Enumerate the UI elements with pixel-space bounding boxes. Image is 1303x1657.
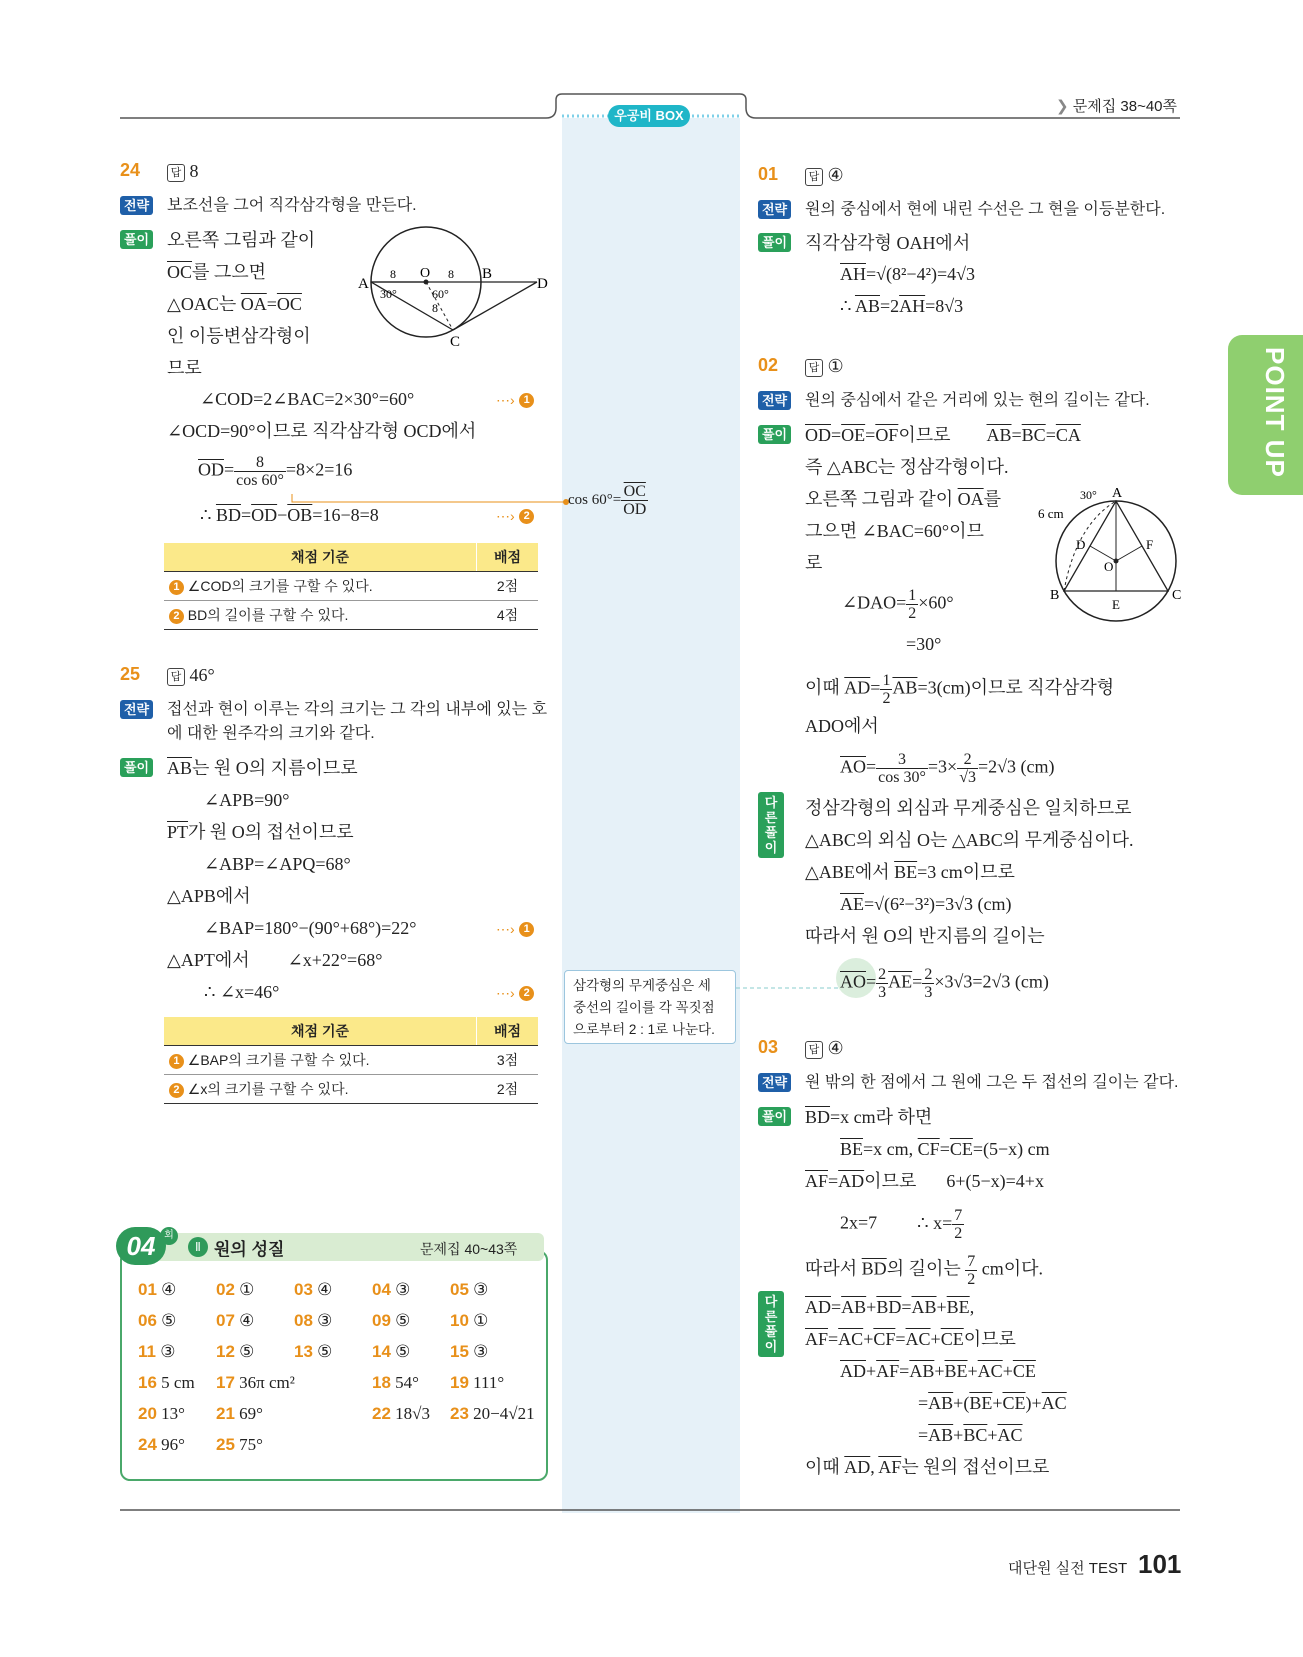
q01-line1: 직각삼각형 OAH에서 [805,233,971,253]
answer-item: 04 ③ [372,1280,411,1299]
q01-line3: ∴ $\overline{AB}=2\overline{AH}=8√3$ [840,296,964,316]
fig02-angle: 30° [1080,488,1097,502]
answer-item: 06 ⑤ [138,1311,177,1330]
answer-item: 24 96° [138,1435,185,1454]
score-row: 1 ∠BAP의 크기를 구할 수 있다. [164,1046,477,1075]
fig24-label-B: B [482,266,493,282]
q01-strategy: 원의 중심에서 현에 내린 수선은 그 현을 이등분한다. [805,201,1166,218]
q24-answer: 답 8 [167,159,199,183]
answer-item: 22 18√3 [372,1404,431,1423]
answer-item: 17 36π cm² [216,1373,295,1392]
q25-line6: ∠BAP=180°−(90°+68°)=22° [204,918,417,938]
answer-item: 09 ⑤ [372,1311,411,1330]
q25-number: 25 [120,664,141,684]
score-row: 2 BD의 길이를 구할 수 있다. [164,601,477,630]
q03-alt2: $\overline{AF}=\overline{AC}+\overline{CF}=\overline{AC}+\overline{CE}$이므로 [805,1329,1016,1349]
score-row: 1 ∠COD의 크기를 구할 수 있다. [164,572,477,601]
q25-step1: ⋯› 1 [496,916,534,941]
answer-item: 16 5 cm [138,1373,195,1392]
q25-line5: △APB에서 [167,886,251,906]
q02-alt1: 정삼각형의 외심과 무게중심은 일치하므로 [805,798,1132,818]
alt-solution-tag: 다른 풀이 [758,792,784,858]
q02-line5: 로 [805,553,823,573]
solution-tag: 풀이 [758,1107,791,1126]
answer-icon: 답 [167,668,185,686]
q02-number: 02 [758,355,779,375]
answer-grid [138,1280,538,1470]
answer-box-badge-sup: 회 [160,1227,178,1245]
answer-item: 13 ⑤ [294,1342,333,1361]
header-ref-text: 문제집 38~40쪽 [1072,98,1178,115]
score-header-criteria: 채점 기준 [164,1017,477,1046]
alt-solution-tag: 다른 풀이 [758,1291,784,1357]
fig02-length: 6 cm [1038,506,1064,521]
answer-box-ref: 문제집 40~43쪽 [420,1241,518,1257]
solution-tag: 풀이 [120,230,153,249]
q02-line4: 그으면 ∠BAC=60°이므 [805,521,984,541]
q24-line4: 인 이등변삼각형이 [167,326,311,346]
answer-item: 18 54° [372,1373,419,1392]
q02-line1: $\overline{OD}=\overline{OE}=\overline{OF}$이므로 $\overline{AB}=\overline{BC}=\overline{CA}$ [805,425,1081,445]
q24-figure [352,226,552,356]
answer-item: 20 13° [138,1404,185,1423]
q03-line3: $\overline{AF}=\overline{AD}$이므로 6+(5−x)=4+x [805,1171,1044,1191]
fig02-label-O: O [1104,559,1114,574]
fig24-label-O: O [420,266,431,281]
answer-item: 02 ① [216,1280,255,1299]
q03-line4: 2x=7 ∴ x= $\frac{7}{2}$ [840,1207,963,1242]
q03-alt6: 이때 $\overline{AD}$, $\overline{AF}$는 원의 접선이므로 [805,1457,1050,1477]
score-header-criteria: 채점 기준 [164,543,477,572]
answer-item: 08 ③ [294,1311,333,1330]
answer-icon: 답 [805,1041,823,1059]
q24-line3: △OAC는 $\overline{OA}=\overline{OC}$ [167,294,302,314]
q02-alt2: △ABC의 외심 O는 △ABC의 무게중심이다. [805,830,1134,850]
q02-alt4: $\overline{AE}=√(6^2-3^2)=3√3$ (cm) [840,894,1012,914]
score-header-points: 배점 [477,1017,539,1046]
q24-number: 24 [120,160,141,180]
q03-alt5: $=\overline{AB}+\overline{BC}+\overline{AC}$ [918,1425,1023,1445]
q02-line7: =30° [906,634,942,654]
q01-answer: 답 ④ [805,163,844,187]
q02-line8: 이때 $\overline{AD}=$ $\frac{1}{2}$ $\overline{AB}=3(cm)$이므로 직각삼각형 [805,672,1115,707]
strategy-tag: 전략 [120,700,153,719]
fig24-edge-8c: 8 [432,301,438,315]
q02-figure [1036,485,1196,625]
side-tab [1228,335,1303,495]
answer-icon: 답 [805,359,823,377]
q25-score-table: 채점 기준 배점 1 ∠BAP의 크기를 구할 수 있다. 3점 2 ∠x의 크기를 구할 수 있다. 2점 [164,1017,538,1104]
fig02-label-C: C [1172,588,1182,603]
q01-line2: $\overline{AH}=√(8^2-4^2)=4√3$ [840,264,975,284]
fig24-label-A: A [358,276,369,292]
q03-answer: 답 ④ [805,1036,844,1060]
q25-line4: ∠ABP=∠APQ=68° [204,854,351,874]
q24-line7: ∠OCD=90°이므로 직각삼각형 OCD에서 [167,421,477,441]
q24-line8: $\overline{OD}=$ $\frac{8}{\cos 60^\circ}$ =8×2=16 [198,454,353,489]
fig02-label-D: D [1076,537,1086,552]
strategy-tag: 전략 [758,200,791,219]
answer-item: 25 75° [216,1435,263,1454]
q24-line5: 므로 [167,358,202,378]
q02-strategy: 원의 중심에서 같은 거리에 있는 현의 길이는 같다. [805,392,1150,409]
solution-tag: 풀이 [120,758,153,777]
q02-line2: 즉 △ABC는 정삼각형이다. [805,457,1009,477]
q25-step2: ⋯› 2 [496,980,534,1005]
note2-connector [736,976,846,1000]
answer-item: 15 ③ [450,1342,489,1361]
box-label: 우공비 BOX [608,105,690,127]
fig24-angle-60: 60° [432,287,449,301]
q03-alt4: $=\overline{AB}+(\overline{BE}+\overline{CE})+\overline{AC}$ [918,1393,1067,1413]
score-header-points: 배점 [477,543,539,572]
q25-line1: $\overline{AB}$는 원 O의 지름이므로 [167,758,358,778]
q03-alt1: $\overline{AD}=\overline{AB}+\overline{BD}=\overline{AB}+\overline{BE}$, [805,1297,975,1317]
q02-answer: 답 ① [805,354,844,378]
q02-line10: $\overline{AO}=$ $\frac{3}{\cos 30^\circ}$ =3× $\frac{2}{√3}$ =2√3 (cm) [840,751,1055,786]
chevron-right-icon: ❯ [1056,98,1069,115]
fig24-label-D: D [537,276,548,292]
q01-number: 01 [758,164,779,184]
fig02-label-B: B [1050,588,1060,603]
side-tab-label: POINT UP [1260,347,1290,478]
answer-item: 10 ① [450,1311,489,1330]
q02-line9: ADO에서 [805,716,879,736]
q24-score-table: 채점 기준 배점 1 ∠COD의 크기를 구할 수 있다. 2점 2 BD의 길이를 구할 수 있다. 4점 [164,543,538,630]
fig24-edge-8b: 8 [448,267,454,281]
answer-box-badge: 04 [116,1227,166,1265]
answer-icon: 답 [805,168,823,186]
fig24-label-C: C [450,334,461,350]
q24-step1: ⋯› 1 [496,387,534,412]
q24-step2: ⋯› 2 [496,503,534,528]
solution-tag: 풀이 [758,425,791,444]
fig24-angle-30: 30° [380,287,397,301]
strategy-tag: 전략 [758,1073,791,1092]
q25-strategy-1: 접선과 현이 이루는 각의 크기는 그 각의 내부에 있는 호 [167,701,548,718]
q25-line7: △APT에서 ∠x+22°=68° [167,950,383,970]
answer-box-title: 원의 성질 [214,1240,285,1259]
answer-item: 14 ⑤ [372,1342,411,1361]
q02-alt6: $\overline{AO}=$ $\frac{2}{3}$ $\overline{AE}=$ $\frac{2}{3}$ ×3√3=2√3 (cm) [840,966,1049,1001]
note1-connector [290,492,572,512]
score-row: 2 ∠x의 크기를 구할 수 있다. [164,1075,477,1104]
q02-line6: ∠DAO= $\frac{1}{2}$ ×60° [842,587,954,622]
q03-line5: 따라서 $\overline{BD}$의 길이는 $\frac{7}{2}$ cm이다. [805,1253,1044,1288]
q25-line2: ∠APB=90° [204,790,290,810]
q03-line1: $\overline{BD}=x$ cm라 하면 [805,1107,933,1127]
answer-item: 21 69° [216,1404,263,1423]
strategy-tag: 전략 [120,196,153,215]
q03-number: 03 [758,1037,779,1057]
fig02-label-E: E [1112,597,1120,612]
answer-item: 11 ③ [138,1342,176,1361]
q03-line2: $\overline{BE}=x$ cm, $\overline{CF}=\overline{CE}=(5-x)$ cm [840,1139,1050,1159]
answer-item: 12 ⑤ [216,1342,255,1361]
q02-alt3: △ABE에서 $\overline{BE}=3$ cm이므로 [805,862,1015,882]
q24-line2: $\overline{OC}$를 그으면 [167,262,267,282]
q25-line3: $\overline{PT}$가 원 O의 접선이므로 [167,822,354,842]
q24-line1: 오른쪽 그림과 같이 [167,230,316,250]
answer-item: 07 ④ [216,1311,255,1330]
q24-line6: ∠COD=2∠BAC=2×30°=60° [200,389,415,409]
page-number: 101 [1138,1549,1182,1579]
strategy-tag: 전략 [758,391,791,410]
footer-rule [0,1505,1303,1515]
header-ref [1056,95,1177,116]
q24-strategy: 보조선을 그어 직각삼각형을 만든다. [167,197,417,214]
center-note-column [562,118,740,1513]
q25-line8: ∴ ∠x=46° [204,982,280,1002]
q03-strategy: 원 밖의 한 점에서 그 원에 그은 두 접선의 길이는 같다. [805,1074,1179,1091]
answer-item: 23 20−4√21 [450,1404,535,1423]
solution-tag: 풀이 [758,233,791,252]
q02-alt5: 따라서 원 O의 반지름의 길이는 [805,926,1045,946]
fig02-label-F: F [1146,537,1154,552]
footer-title: 대단원 실전 TEST [1008,1560,1128,1577]
q03-alt3: $\overline{AD}+\overline{AF}=\overline{AB}+\overline{BE}+\overline{AC}+\overline{CE}$ [840,1361,1036,1381]
note2: 삼각형의 무게중심은 세 중선의 길이를 각 꼭짓점 으로부터 2 : 1로 나눈다. [564,970,736,1044]
answer-item: 01 ④ [138,1280,177,1299]
fig24-edge-8a: 8 [390,267,396,281]
fig02-label-A: A [1112,486,1123,501]
q25-strategy-2: 에 대한 원주각의 크기와 같다. [167,725,375,742]
q24-line9: ∴ $\overline{BD}=\overline{OD}-\overline{OB}=16-8=8$ [200,505,379,525]
answer-item: 05 ③ [450,1280,489,1299]
answer-box-roman: Ⅱ [188,1237,208,1257]
note1: cos 60°= $\frac{\overline{OC}}{OD}$ [568,483,647,518]
answer-item: 03 ④ [294,1280,333,1299]
answer-item: 19 111° [450,1373,505,1392]
answer-icon: 답 [167,164,185,182]
q02-line3: 오른쪽 그림과 같이 $\overline{OA}$를 [805,489,1001,509]
q25-answer: 답 46° [167,663,215,687]
